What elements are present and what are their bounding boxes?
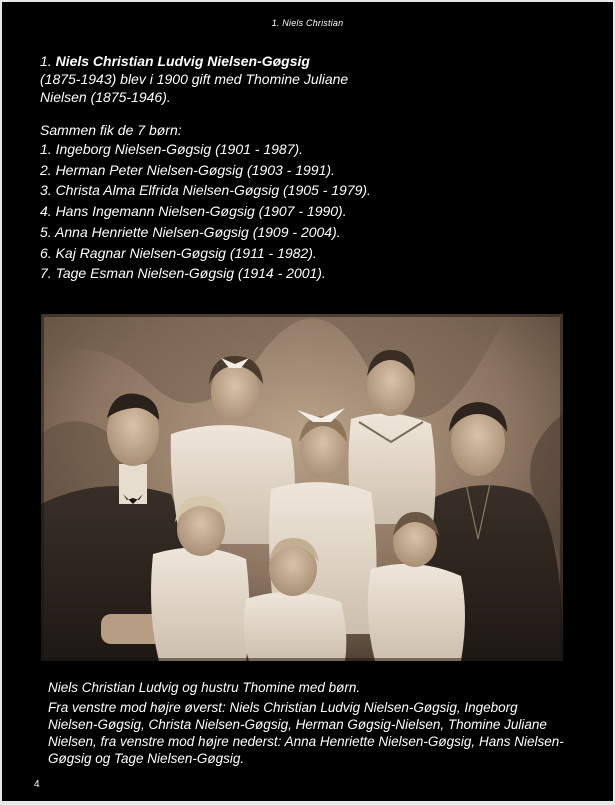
document-page [2, 2, 613, 801]
photo-caption [48, 679, 568, 767]
page-header: 1. Niels Christian [271, 18, 344, 28]
children-section [40, 122, 520, 284]
list-item: 4. Hans Ingemann Nielsen-Gøgsig (1907 - 1990). [40, 203, 347, 220]
list-item: 7. Tage Esman Nielsen-Gøgsig (1914 - 2001). [40, 265, 326, 282]
intro-number: 1. [40, 53, 52, 69]
children-list [40, 139, 520, 284]
intro-line-2: (1875-1943) blev i 1900 gift med Thomine Juliane [40, 71, 349, 87]
list-item: 3. Christa Alma Elfrida Nielsen-Gøgsig (1905 - 1979). [40, 182, 371, 199]
family-photograph [41, 314, 563, 661]
intro-paragraph [40, 52, 400, 106]
list-item: 6. Kaj Ragnar Nielsen-Gøgsig (1911 - 1982). [40, 244, 317, 261]
intro-line-3: Nielsen (1875-1946). [40, 89, 171, 105]
caption-title: Niels Christian Ludvig og hustru Thomine med børn. [48, 680, 361, 695]
children-heading: Sammen fik de 7 børn: [40, 122, 182, 138]
intro-name: Niels Christian Ludvig Nielsen-Gøgsig [55, 53, 310, 69]
family-photograph-illustration [41, 314, 563, 661]
list-item: 1. Ingeborg Nielsen-Gøgsig (1901 - 1987). [40, 141, 304, 157]
caption-body: Fra venstre mod højre øverst: Niels Christian Ludvig Nielsen-Gøgsig, Ingeborg Nielsen-Gøgsig, Christa Nielsen-Gøgsig, Herman Gøgsig-Nielsen, Thomine Juliane Nielsen, fra venstre mod højre nederst: Anna Henriette Nielsen-Gøgsig, Hans Nielsen-Gøgsig og Tage Nielsen-Gøgsig. [48, 700, 564, 766]
list-item: 2. Herman Peter Nielsen-Gøgsig (1903 - 1991). [40, 161, 335, 178]
intro-line-1 [40, 52, 400, 70]
list-item: 5. Anna Henriette Nielsen-Gøgsig (1909 - 2004). [40, 223, 341, 240]
page-number: 4 [34, 779, 40, 790]
